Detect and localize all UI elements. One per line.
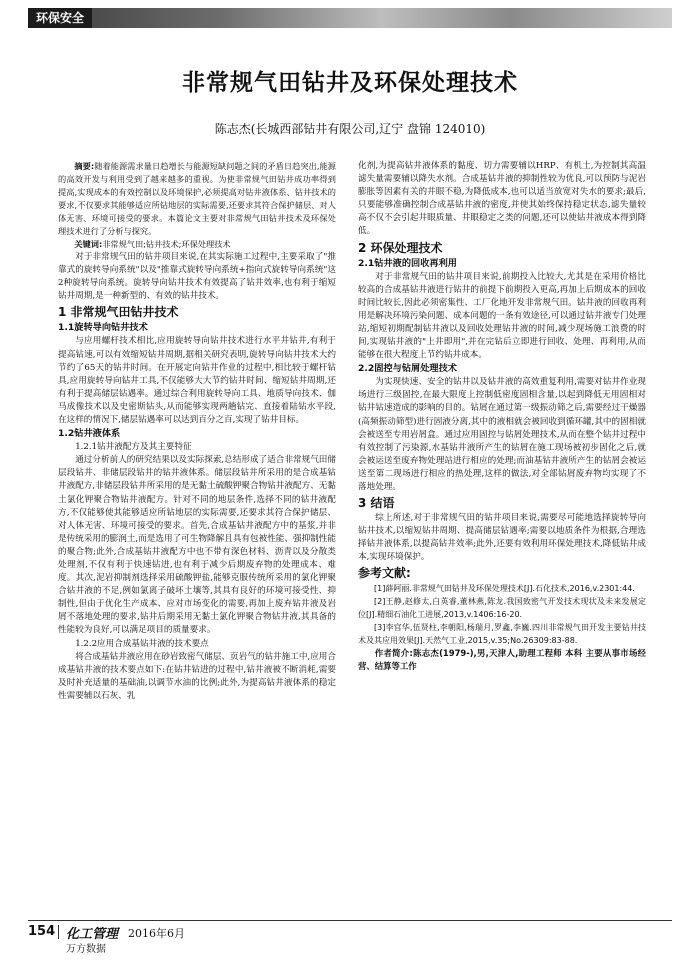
left-column xyxy=(58,160,336,703)
section-heading-3: 3 结语 xyxy=(358,496,395,511)
references-heading: 参考文献: xyxy=(358,566,411,581)
paragraph-1-2-2: 将合成基钻井液应用在砂岩致密气储层、页岩气的钻井施工中,应用合成基钻井液的技术要点如下:在钻井钻进的过程中,钻井液被不断消耗,需要及时补充适量的基础油,以调节水油的比例;此外,为提高钻井液体系的稳定性需要辅以石灰、乳 xyxy=(58,651,336,701)
reference-item: [1]薛阿丽.非常规气田钻井及环保处理技术[J].石化技术,2016,v.2301:44. xyxy=(374,584,635,594)
keywords xyxy=(58,238,336,251)
paragraph-2-1: 对于非常规气田的钻井项目来说,前期投入比较大,尤其是在采用价格比较高的合成基钻井液进行钻井的前提下前期投入更高,再加上后期成本的回收时间比较长,因此必须密集性、工厂化地开发非常规气田。钻井液的回收再利用是解决环境污染问题、成本问题的一条有效途径,可以通过钻井液专门处理站,缩短初期配制钻井液以及回收处理钻井液的时间,减少现场施工浪费的时间,实现钻井液的"上井即用",并在完钻后立即进行回收、处理、再利用,从而能够在很大程度上节约钻井成本。 xyxy=(358,271,646,361)
keywords-text: 非常规气田;钻井技术;环保处理技术 xyxy=(102,239,231,249)
section-heading-2: 2 环保处理技术 xyxy=(358,240,443,255)
author-bio-text: 陈志杰(1979-),男,天津人,助理工程师 本科 主要从事市场经营、结算等工作 xyxy=(358,648,646,672)
article-title: 非常规气田钻井及环保处理技术 xyxy=(182,70,518,96)
subsection-heading-2-1: 2.1钻井液的回收再利用 xyxy=(358,257,457,269)
abstract-text: 随着能源需求量日趋增长与能源短缺问题之间的矛盾日趋突出,能源的高效开发与利用受到了越来越多的重视。为使非常规气田钻井成功率得到提高,实现成本的有效控制以及环境保护,必须提高对钻井液体系、钻井技术的要求,不仅要求其能够适应所钻地层的实际需要,还要求其符合保护储层、对人体无害、环境可接受的要求。本篇论文主要对非常规气田钻井技术及环保处理技术进行了分析与探究。 xyxy=(58,161,336,236)
paragraph-2-2: 为实现快速、安全的钻井以及钻井液的高效重复利用,需要对钻井作业现场进行三级固控,在最大限度上控制低密度固相含量,以起到降低无用固相对钻井钻速造成的影响的目的。钻屑在通过第一级振动筛之后,需要经过干燥器(高频振动筛型)进行固液分离,其中的液相就会被回收到循环罐,其中的固相就会被送至专用岩屑盒。通过应用固控与钻屑处理技术,从而在整个钻井过程中有效控制了污染源,水基钻井液所产生的钻屑在施工现场被初步固化之后,就会被运送至废弃物处理站进行相应的处理;而油基钻井液所产生的钻屑会被运送至第二现场进行相应的热处理,这样的做法,对全部钻屑废弃物均实现了不落地处理。 xyxy=(358,377,646,492)
footer-divider xyxy=(28,920,672,921)
paragraph-1-2-1: 通过分析前人的研究结果以及实际探索,总结形成了适合非常规气田储层段钻井、非储层段钻井的钻井液体系。储层段钻井所采用的是合成基钻井液配方,非储层段钻井所采用的是无黏土硫酸钾聚合物钻井液配方、无黏土氯化钾聚合物钻井液配方。针对不同的地层条件,选择不同的钻井液配方,不仅能够使其能够适应所钻地层的实际需要,还要求其符合保护储层、对人体无害、环境可接受的要求。首先,合成基钻井液配方中的基浆,并非是传统采用的膨润土,而是选用了可生物降解且具有包被性能、强抑制性能的聚合物;此外,合成基钻井液配方中也不带有深色材料、沥青以及分散类处理剂,不仅有利于快速钻进,也有利于减少后期废弃物的处理成本、难度。其次,泥岩抑制剂选择采用硫酸钾盐,能够克服传统所采用的氯化钾聚合钻井液的不足,例如氯离子破坏土壤等,其具有良好的环境可接受性、抑制性,但由于优化生产成本、应对市场变化的需要,再加上废弃钻井液及岩屑不落地处理的要求,钻井后期采用无黏土氯化钾聚合物钻井液,其具备的性能较为良好,可以满足项目的质量要求。 xyxy=(58,455,336,636)
author-bio-label: 作者简介: xyxy=(374,648,413,659)
section-label: 环保安全 xyxy=(28,8,92,28)
subsection-heading-1-2: 1.2钻井液体系 xyxy=(58,428,121,440)
source-watermark: 万方数据 xyxy=(66,944,106,955)
page-number: 154 xyxy=(28,924,56,939)
paragraph-1-1: 与应用螺杆技术相比,应用旋转导向钻井技术进行水平井钻井,有利于提高钻速,可以有效缩短钻井周期,据相关研究表明,旋转导向钻井技术大约节约了65天的钻井时间。在开展定向钻井作业的过程中,相比较于螺杆钻具,应用旋转导向钻井工具,不仅能够大大节约钻井时间、缩短钻井周期,还有利于提高储层钻遇率。通过综合利用旋转导向工具、地质导向技术、伽马成像技术以及史密斯钻头,从而能够实现两趟钻完、直接着陆钻水平段,在这样的情况下,储层钻遇率可以达到百分之百,实现了钻井目标。 xyxy=(58,336,336,426)
keywords-label: 关键词: xyxy=(74,239,103,249)
subsection-heading-2-2: 2.2固控与钻屑处理技术 xyxy=(358,363,457,375)
author-bio xyxy=(358,647,646,673)
paragraph-continued: 化剂,为提高钻井液体系的黏度、切力需要辅以HRP、有机土,为控制其高温滤失量需要辅以降失水剂。合成基钻井液的抑制性较为优良,可以预防与泥岩膨胀等因素有关的井眼不稳,为降低成本,也可以适当放宽对失水的要求;最后,只要能够准确控制合成基钻井液的密度,并使其始终保持稳定状态,滤失量较高不仅不会引起井眼质量、井眼稳定之类的问题,还可以使钻井液成本得到降低。 xyxy=(358,161,646,237)
subsubsection-heading-1-2-1: 1.2.1钻井液配方及其主要特征 xyxy=(75,442,192,453)
author-line: 陈志杰(长城西部钻井有限公司,辽宁 盘锦 124010) xyxy=(214,122,486,136)
section-header-band xyxy=(28,8,672,28)
section-heading-1: 1 非常规气田钻井技术 xyxy=(58,305,179,320)
subsection-heading-1-1: 1.1旋转导向钻井技术 xyxy=(58,322,148,334)
abstract-label: 摘要: xyxy=(74,161,95,171)
subsubsection-heading-1-2-2: 1.2.2应用合成基钻井液的技术要点 xyxy=(75,638,209,649)
abstract xyxy=(58,160,336,238)
page-footer xyxy=(28,920,672,955)
reference-item: [2]王静,赵修太,白英睿,董林燕,陈龙.我国致密气开发技术现状及未来发展定位[J].精细石油化工进展,2013,v.1406:16-20. xyxy=(358,597,646,620)
paragraph-3: 综上所述,对于非常规气田的钻井项目来说,需要尽可能地选择旋转导向钻井技术,以缩短钻井周期、提高储层钻遇率;需要以地质条件为根据,合理选择钻井液体系,以提高钻井效率;此外,还要有效利用环保处理技术,降低钻井成本,实现环境保护。 xyxy=(358,513,646,563)
issue-date: 2016年6月 xyxy=(128,927,185,940)
journal-name: 化工管理 xyxy=(66,927,119,942)
reference-item: [3]李官华,伍贤柱,李朝阳,杨瑞月,罗鑫,李巍.四川非常规气田开发主要钻井技术及其应用效果[J].天然气工业,2015,v.35;No.26309:83-88. xyxy=(358,623,646,646)
right-column xyxy=(358,160,646,673)
footer-separator xyxy=(58,925,59,939)
intro-paragraph: 对于非常规气田的钻井项目来说,在其实际施工过程中,主要采取了"推靠式的旋转导向系统"以及"推靠式旋转导向系统+指向式旋转导向系统"这2种旋转导向系统。旋转导向钻井技术有效提高了钻井效率,也有利于缩短钻井周期,是一种新型的、有效的钻井技术。 xyxy=(58,252,336,302)
